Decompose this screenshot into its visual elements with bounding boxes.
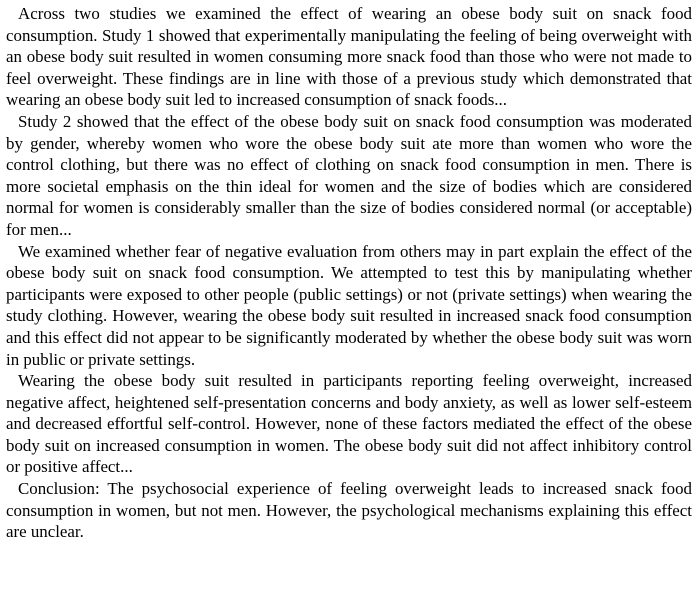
paragraph-study-2-gender: Study 2 showed that the effect of the obese body suit on snack food consumption was moderated by gender, whereby women who wore the obese body suit ate more than women who wore the control clothing, but there was no effect of clothing on snack food consumption in men. There is more societal emphasis on the thin ideal for women and the size of bodies which are considered normal for women is considerably smaller than the size of bodies considered normal (or acceptable) for men... (6, 111, 692, 239)
paragraph-study-overview: Across two studies we examined the effect of wearing an obese body suit on snack food consumption. Study 1 showed that experimentally manipulating the feeling of being overweight with an obese body suit resulted in women consuming more snack food than those who were not made to feel overweight. These findings are in line with those of a previous study which demonstrated that wearing an obese body suit led to increased consumption of snack foods... (6, 4, 692, 110)
paragraph-negative-evaluation: We examined whether fear of negative evaluation from others may in part explain the effect of the obese body suit on snack food consumption. We attempted to test this by manipulating whether participants were exposed to other people (public settings) or not (private settings) when wearing the study clothing. However, wearing the obese body suit resulted in increased snack food consumption and this effect did not appear to be significantly moderated by whether the obese body suit was worn in public or private settings. (6, 241, 692, 369)
paragraph-conclusion: Conclusion: The psychosocial experience of feeling overweight leads to increased snack food consumption in women, but not men. However, the psychological mechanisms explaining this effect are unclear. (6, 479, 692, 542)
paragraph-mediators: Wearing the obese body suit resulted in participants reporting feeling overweight, increased negative affect, heightened self-presentation concerns and body anxiety, as well as lower self-esteem and decreased effortful self-control. However, none of these factors mediated the effect of the obese body suit on increased consumption in women. The obese body suit did not affect inhibitory control or positive affect... (6, 371, 692, 477)
